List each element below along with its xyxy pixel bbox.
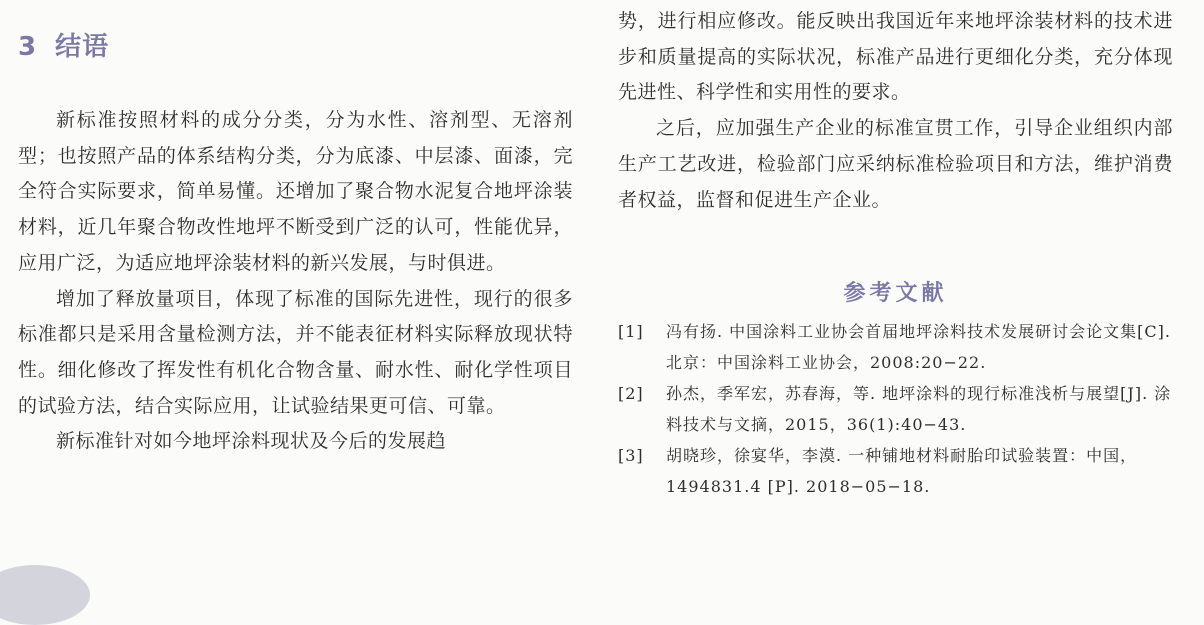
paragraph: 新标准按照材料的成分分类，分为水性、溶剂型、无溶剂型；也按照产品的体系结构分类，分为底漆、中层漆、面漆，完全符合实际要求，简单易懂。还增加了聚合物水泥复合地坪涂装材料，近几年聚合物改性地坪不断受到广泛的认可，性能优异，应用广泛，为适应地坪涂装材料的新兴发展，与时俱进。 xyxy=(18,109,573,274)
references-list xyxy=(618,316,1178,502)
right-column xyxy=(618,4,1173,218)
reference-text: 孙杰，季军宏，苏春海，等. 地坪涂料的现行标准浅析与展望[J]. 涂料技术与文摘，2015，36(1):40−43. xyxy=(666,384,1172,434)
page-corner-decoration xyxy=(0,565,90,625)
reference-index: [3] xyxy=(618,446,644,465)
paragraph: 新标准针对如今地坪涂料现状及今后的发展趋 xyxy=(56,430,447,453)
references-heading: 参考文献 xyxy=(843,281,948,306)
paragraph-continued: 势，进行相应修改。能反映出我国近年来地坪涂装材料的技术进步和质量提高的实际状况，标准产品进行更细化分类，充分体现先进性、科学性和实用性的要求。 xyxy=(618,10,1173,104)
section-heading xyxy=(18,26,109,63)
reference-index: [1] xyxy=(618,322,644,341)
reference-text: 冯有扬. 中国涂料工业协会首届地坪涂料技术发展研讨会论文集[C].北京：中国涂料工业协会，2008:20−22. xyxy=(666,322,1171,372)
reference-item xyxy=(618,378,1178,440)
left-column xyxy=(18,103,573,460)
section-number: 3 xyxy=(18,32,38,62)
reference-item xyxy=(618,316,1178,378)
section-title: 结语 xyxy=(55,32,110,62)
reference-index: [2] xyxy=(618,384,644,403)
paragraph: 增加了释放量项目，体现了标准的国际先进性，现行的很多标准都只是采用含量检测方法，并不能表征材料实际释放现状特性。细化修改了挥发性有机化合物含量、耐水性、耐化学性项目的试验方法，结合实际应用，让试验结果更可信、可靠。 xyxy=(18,287,573,417)
reference-text: 胡晓珍，徐宴华，李漠. 一种铺地材料耐胎印试验装置：中国，1494831.4 [P]. 2018−05−18. xyxy=(666,446,1138,496)
reference-item xyxy=(618,440,1178,502)
paragraph: 之后，应加强生产企业的标准宣贯工作，引导企业组织内部生产工艺改进，检验部门应采纳标准检验项目和方法，维护消费者权益，监督和促进生产企业。 xyxy=(618,117,1173,211)
